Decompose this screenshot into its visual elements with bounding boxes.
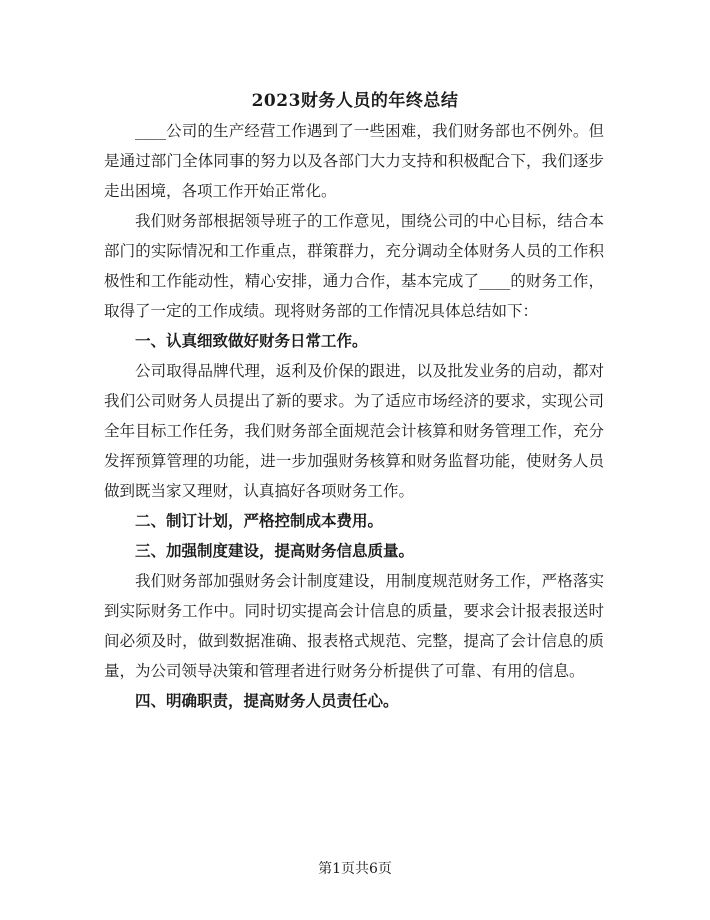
section-2-heading: 二、制订计划，严格控制成本费用。	[135, 511, 384, 530]
page-number: 第1页共6页	[318, 861, 392, 877]
section-1-paragraph: 公司取得品牌代理，返利及价保的跟进，以及批发业务的启动，都对我们公司财务人员提出了新的要求。为了适应市场经济的要求，实现公司全年目标工作任务，我们财务部全面规范会计核算和财务管理工作，充分发挥预算管理的功能，进一步加强财务核算和财务监督功能，使财务人员做到既当家又理财，认真搞好各项财务工作。	[104, 362, 604, 500]
section-1-heading: 一、认真细致做好财务日常工作。	[135, 331, 368, 350]
section-3-heading: 三、加强制度建设，提高财务信息质量。	[135, 541, 415, 560]
intro-paragraph-1: ____公司的生产经营工作遇到了一些困难，我们财务部也不例外。但是通过部门全体同事的努力以及各部门大力支持和积极配合下，我们逐步走出困境，各项工作开始正常化。	[104, 122, 604, 200]
section-3-paragraph: 我们财务部加强财务会计制度建设，用制度规范财务工作，严格落实到实际财务工作中。同时切实提高会计信息的质量，要求会计报表报送时间必须及时，做到数据准确、报表格式规范、完整，提高了会计信息的质量，为公司领导决策和管理者进行财务分析提供了可靠、有用的信息。	[104, 572, 604, 680]
intro-paragraph-2: 我们财务部根据领导班子的工作意见，围绕公司的中心目标，结合本部门的实际情况和工作重点，群策群力，充分调动全体财务人员的工作积极性和工作能动性，精心安排，通力合作，基本完成了____的财务工作，取得了一定的工作成绩。现将财务部的工作情况具体总结如下：	[104, 212, 604, 320]
section-4-heading: 四、明确职责，提高财务人员责任心。	[135, 691, 399, 710]
document-body	[104, 116, 604, 716]
document-title: 2023财务人员的年终总结	[251, 91, 459, 111]
